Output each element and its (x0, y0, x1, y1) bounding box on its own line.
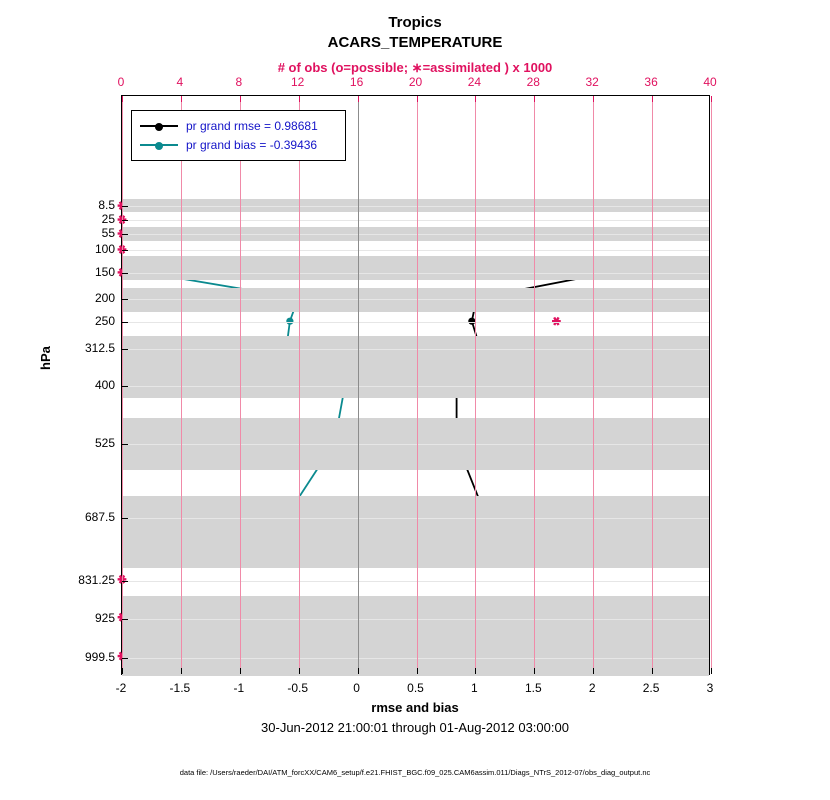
y-tick-label: 8.5 (98, 198, 115, 212)
top-tickmark (711, 96, 712, 102)
y-tick-label: 25 (101, 212, 115, 226)
y-tick-label: 200 (94, 291, 115, 305)
top-tickmark (534, 96, 535, 102)
y-tick-label: 525 (94, 436, 115, 450)
x-tick-label: -0.5 (287, 681, 309, 695)
h-gridline (122, 234, 709, 235)
h-gridline (122, 299, 709, 300)
h-gridline (122, 250, 709, 251)
legend-line-rmse (140, 125, 178, 127)
h-gridline (122, 220, 709, 221)
top-tick-label: 0 (117, 75, 125, 89)
top-tickmark (593, 96, 594, 102)
legend-line-bias (140, 144, 178, 146)
top-tickmark (299, 96, 300, 102)
y-tick-label: 55 (101, 226, 115, 240)
v-gridline (181, 96, 182, 674)
h-gridline (122, 658, 709, 659)
y-axis-label: hPa (38, 346, 53, 370)
y-tickmark (122, 658, 128, 659)
legend-item-bias (140, 135, 337, 154)
v-gridline (652, 96, 653, 674)
legend-label-bias: pr grand bias = -0.39436 (186, 137, 318, 152)
plot-area (121, 95, 710, 675)
y-tickmark (122, 206, 128, 207)
top-tickmark (652, 96, 653, 102)
v-gridline (299, 96, 300, 674)
v-gridline (534, 96, 535, 674)
x-tick-label: 2 (588, 681, 596, 695)
legend (131, 110, 346, 161)
h-gridline (122, 206, 709, 207)
y-tickmark (122, 234, 128, 235)
x-tickmark (122, 668, 123, 674)
x-tickmark (181, 668, 182, 674)
date-range-caption: 30-Jun-2012 21:00:01 through 01-Aug-2012 03:00:00 (261, 720, 569, 735)
top-tick-label: 4 (176, 75, 184, 89)
x-axis-label: rmse and bias (371, 700, 459, 715)
chart-title-variable: ACARS_TEMPERATURE (327, 34, 503, 51)
shaded-band (122, 256, 709, 280)
y-tick-label: 250 (94, 314, 115, 328)
legend-label-rmse: pr grand rmse = 0.98681 (186, 118, 318, 133)
shaded-band (122, 496, 709, 568)
x-tick-label: 1.5 (524, 681, 542, 695)
x-tickmark (358, 668, 359, 674)
x-tickmark (593, 668, 594, 674)
zero-line (358, 96, 359, 674)
y-tickmark (122, 273, 128, 274)
h-gridline (122, 322, 709, 323)
h-gridline (122, 444, 709, 445)
top-tickmark (240, 96, 241, 102)
h-gridline (122, 581, 709, 582)
chart-title-region: Tropics (388, 14, 442, 31)
y-tick-label: 400 (94, 378, 115, 392)
x-tick-label: 0.5 (407, 681, 424, 695)
x-tick-label: 0 (353, 681, 360, 695)
x-tickmark (299, 668, 300, 674)
top-tickmark (475, 96, 476, 102)
shaded-band (122, 636, 709, 676)
top-tick-label: 20 (408, 75, 423, 89)
top-tick-label: 12 (291, 75, 305, 89)
y-tickmark (122, 581, 128, 582)
top-tick-label: 32 (585, 75, 599, 89)
v-gridline (240, 96, 241, 674)
v-gridline (475, 96, 476, 674)
h-gridline (122, 518, 709, 519)
x-tick-label: -2 (115, 681, 127, 695)
x-tick-label: -1 (233, 681, 245, 695)
top-axis-title: # of obs (o=possible; ∗=assimilated ) x 1000 (277, 60, 553, 75)
shaded-band (122, 288, 709, 312)
x-tickmark (711, 668, 712, 674)
top-tickmark (181, 96, 182, 102)
y-tickmark (122, 518, 128, 519)
y-tickmark (122, 299, 128, 300)
y-tick-label: 999.5 (84, 650, 115, 664)
top-tick-label: 28 (526, 75, 540, 89)
data-file-caption: data file: /Users/raeder/DAI/ATM_forcXX/CAM6_setup/f.e21.FHIST_BGC.f09_025.CAM6assim.011/Diags_NTrS_2012-07/obs_diag_output.nc (179, 768, 651, 777)
y-tickmark (122, 619, 128, 620)
y-tick-label: 831.25 (78, 573, 115, 587)
top-tick-label: 40 (703, 75, 717, 89)
y-tickmark (122, 349, 128, 350)
y-tick-label: 100 (94, 242, 115, 256)
top-tickmark (358, 96, 359, 102)
y-tickmark (122, 444, 128, 445)
x-tick-label: 2.5 (642, 681, 660, 695)
y-tickmark (122, 322, 128, 323)
v-gridline (711, 96, 712, 674)
x-tickmark (652, 668, 653, 674)
v-gridline (122, 96, 123, 674)
top-tickmark (122, 96, 123, 102)
y-tick-label: 150 (94, 265, 115, 279)
v-gridline (593, 96, 594, 674)
top-tick-label: 24 (467, 75, 482, 89)
x-tickmark (417, 668, 418, 674)
legend-marker-bias (155, 142, 163, 150)
y-tickmark (122, 220, 128, 221)
h-gridline (122, 273, 709, 274)
h-gridline (122, 349, 709, 350)
top-tick-label: 8 (235, 75, 243, 89)
y-tick-label: 312.5 (84, 341, 115, 355)
x-tickmark (534, 668, 535, 674)
shaded-band (122, 336, 709, 398)
top-tick-label: 16 (349, 75, 364, 89)
x-tickmark (475, 668, 476, 674)
h-gridline (122, 386, 709, 387)
y-tick-label: 687.5 (84, 510, 115, 524)
y-tickmark (122, 250, 128, 251)
v-gridline (417, 96, 418, 674)
x-tickmark (240, 668, 241, 674)
x-tick-label: 1 (471, 681, 478, 695)
legend-marker-rmse (155, 123, 163, 131)
h-gridline (122, 619, 709, 620)
y-tickmark (122, 386, 128, 387)
x-tick-label: -1.5 (169, 681, 191, 695)
y-tick-label: 925 (94, 611, 115, 625)
shaded-band (122, 596, 709, 636)
legend-item-rmse (140, 116, 337, 135)
top-tick-label: 36 (644, 75, 658, 89)
top-tickmark (417, 96, 418, 102)
x-tick-label: 3 (706, 681, 714, 695)
